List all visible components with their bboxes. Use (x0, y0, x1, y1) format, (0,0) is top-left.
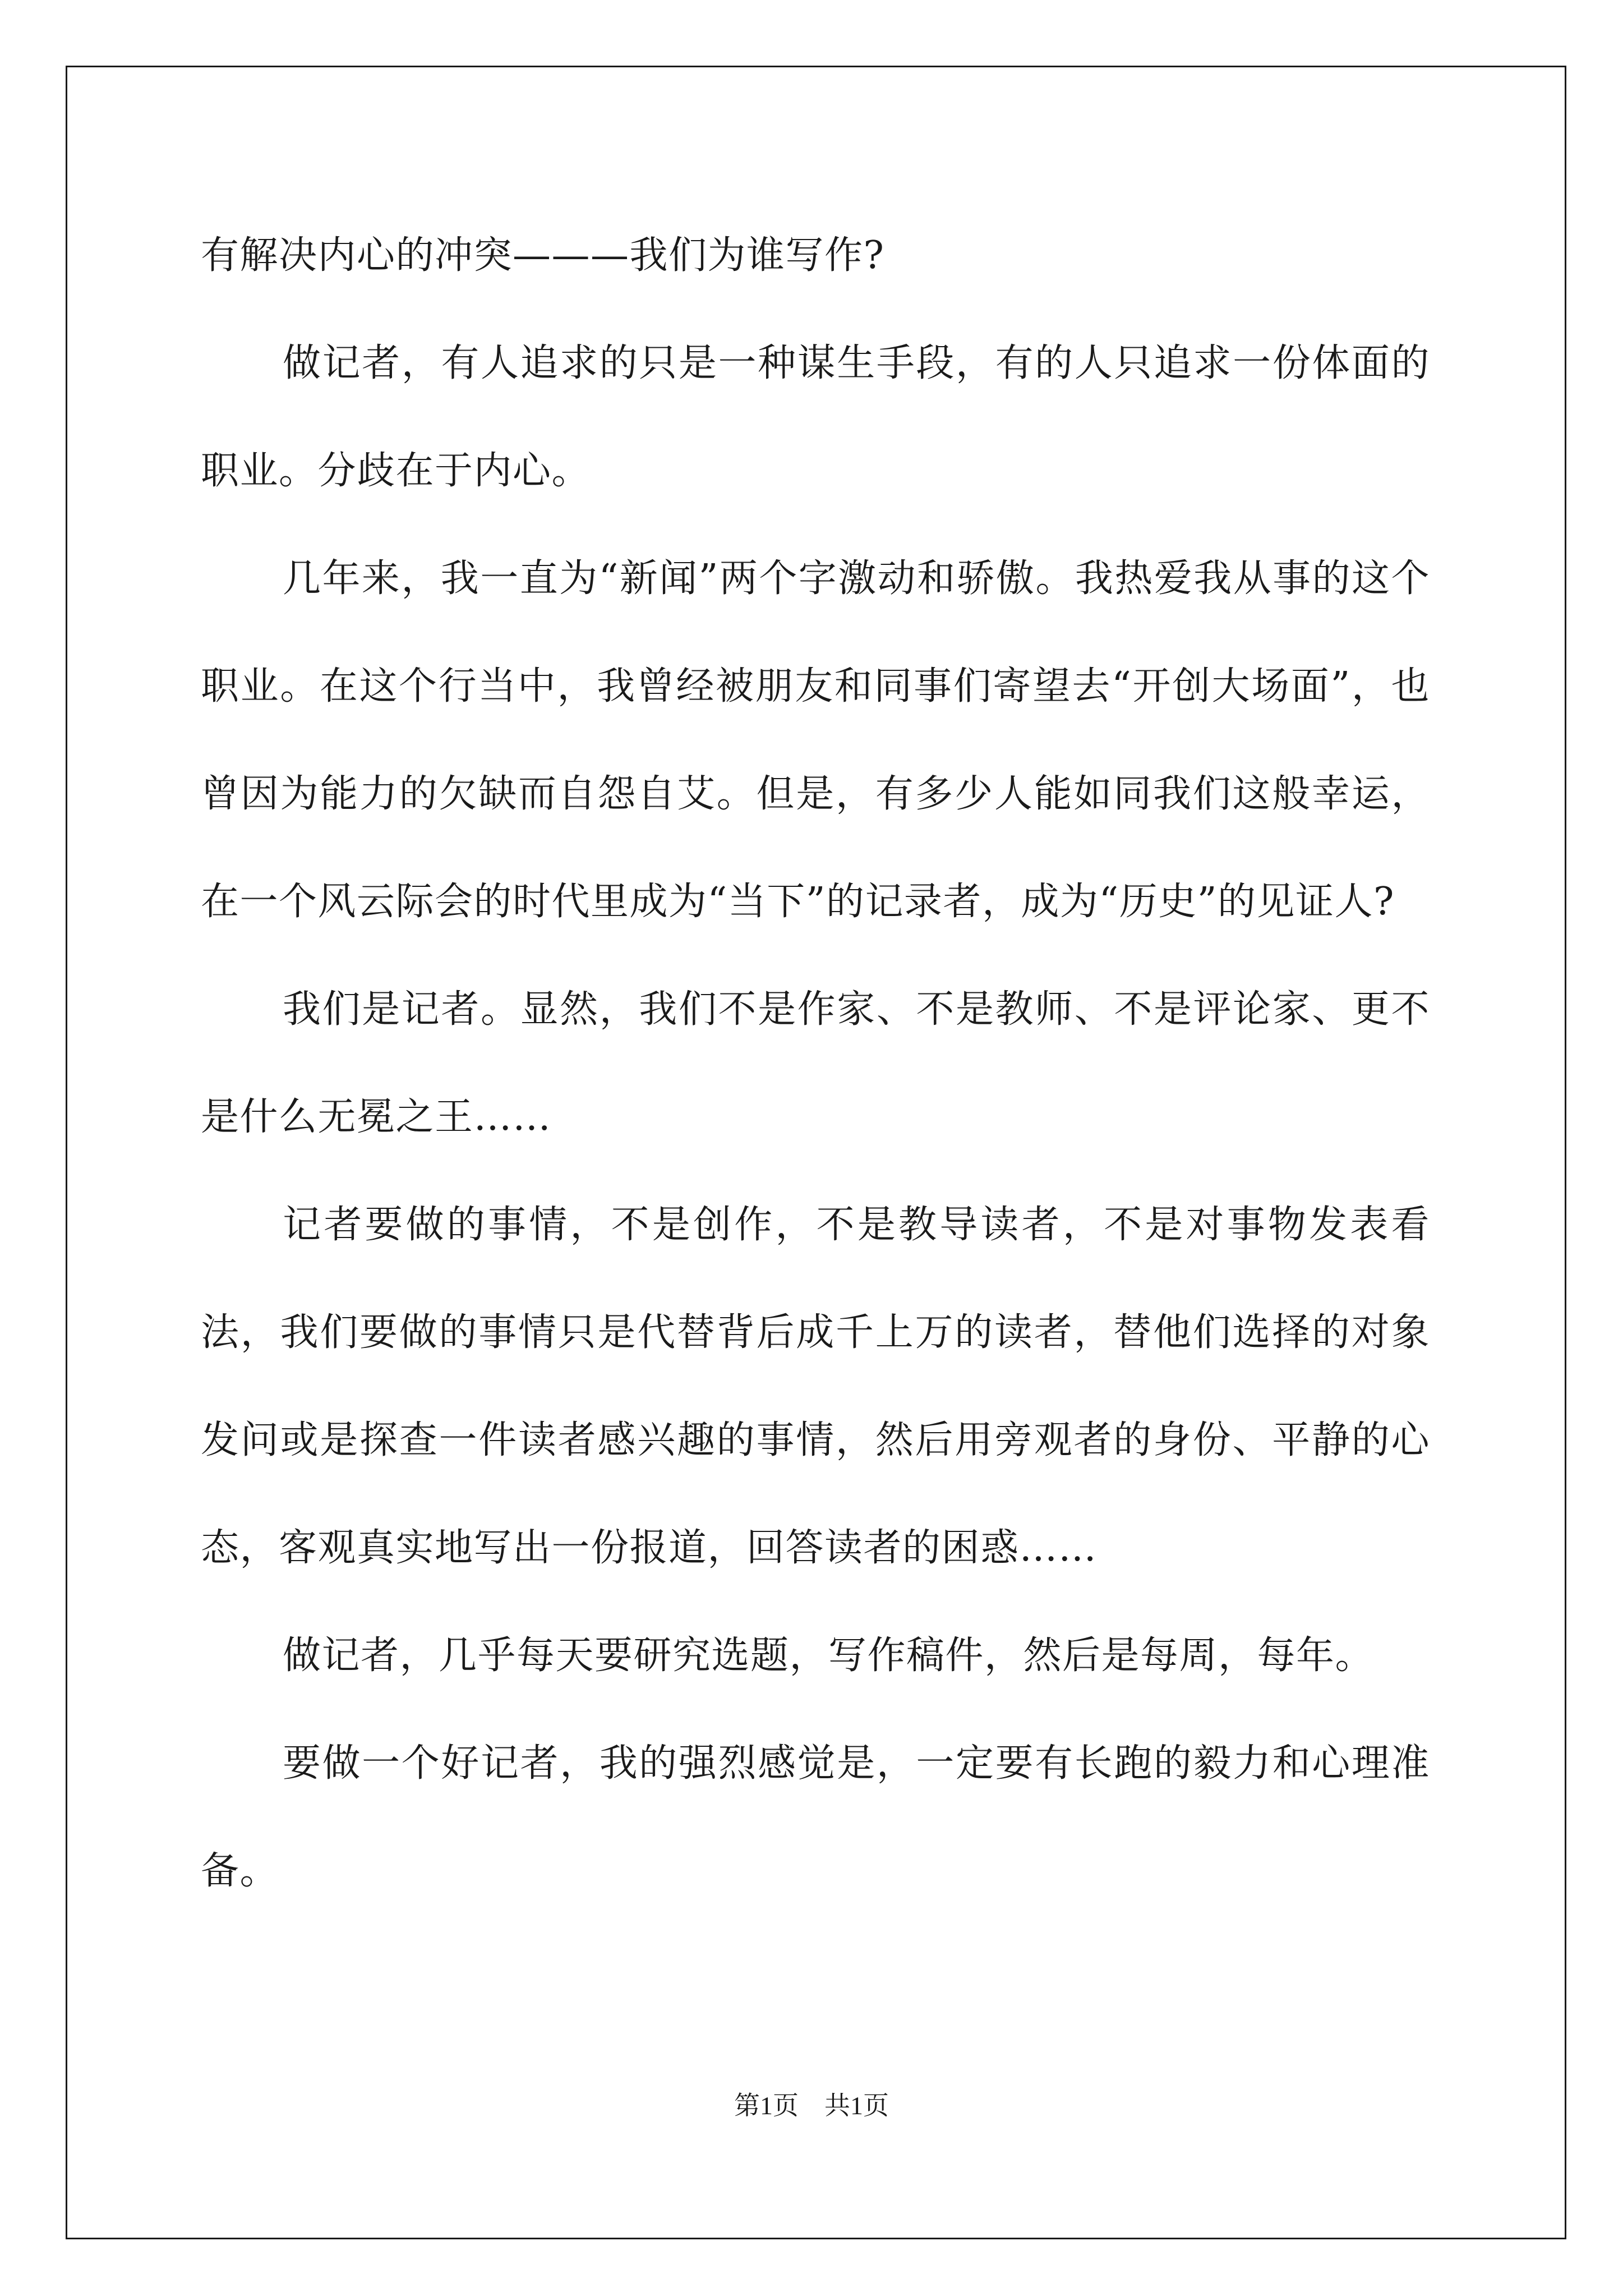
paragraph-5: 记者要做的事情，不是创作，不是教导读者，不是对事物发表看法，我们要做的事情只是代替背后成千上万的读者，替他们选择的对象发问或是探查一件读者感兴趣的事情，然后用旁观者的身份、平静的心态，客观真实地写出一份报道，回答读者的困惑…… (201, 1203, 1430, 1570)
document-body (201, 202, 1430, 1925)
paragraph-4: 我们是记者。显然，我们不是作家、不是教师、不是评论家、更不是什么无冕之王…… (201, 987, 1430, 1139)
paragraph-6: 做记者，几乎每天要研究选题，写作稿件，然后是每周，每年。 (283, 1634, 1375, 1678)
paragraph-1: 有解决内心的冲突———我们为谁写作? (201, 233, 885, 278)
page-total: 共1页 (824, 2091, 889, 2120)
page-footer (0, 2089, 1623, 2123)
page-number: 第1页 (734, 2091, 799, 2120)
paragraph-7: 要做一个好记者，我的强烈感觉是，一定要有长跑的毅力和心理准备。 (201, 1741, 1430, 1893)
paragraph-3: 几年来，我一直为“新闻”两个字激动和骄傲。我热爱我从事的这个职业。在这个行当中，我曾经被朋友和同事们寄望去“开创大场面”，也曾因为能力的欠缺而自怨自艾。但是，有多少人能如同我们这般幸运，在一个风云际会的时代里成为“当下”的记录者，成为“历史”的见证人? (201, 556, 1430, 924)
paragraph-2: 做记者，有人追求的只是一种谋生手段，有的人只追求一份体面的职业。分歧在于内心。 (201, 341, 1430, 493)
